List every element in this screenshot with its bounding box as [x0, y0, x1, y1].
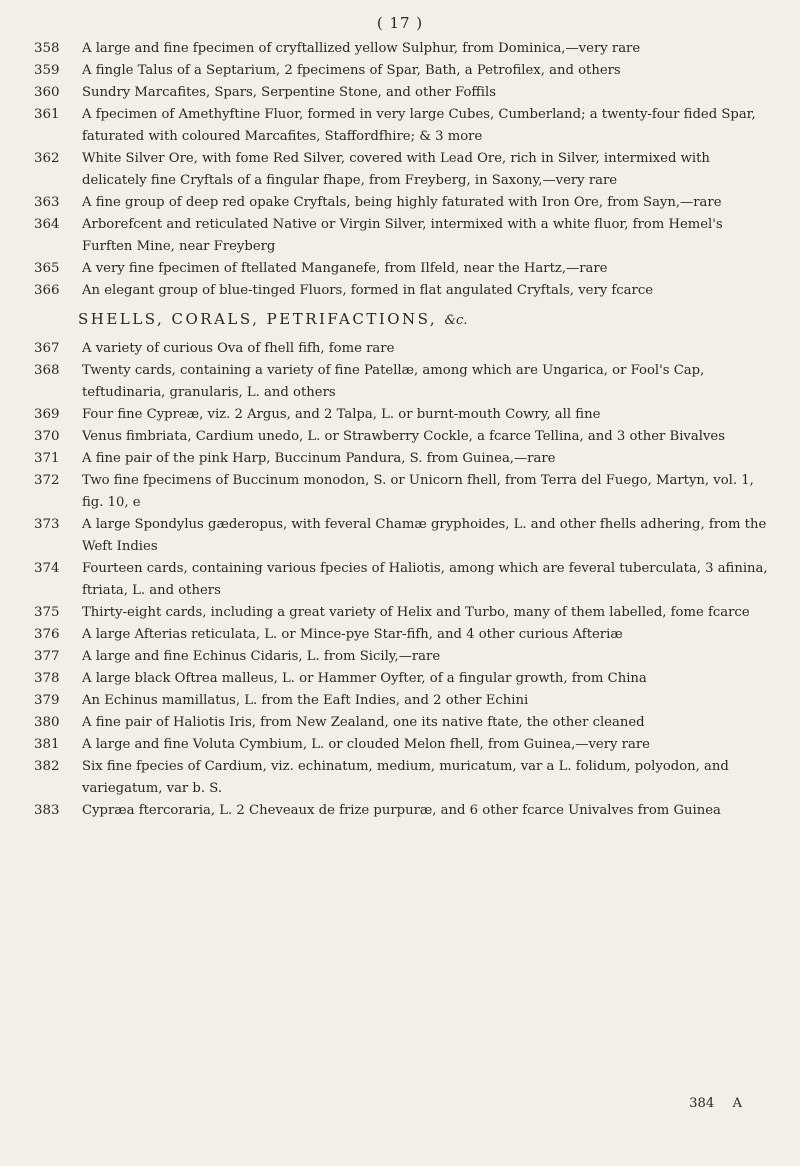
lot-entry	[30, 214, 770, 258]
shells-entries	[30, 338, 770, 822]
lot-number: 379	[34, 693, 60, 708]
catchword	[675, 1096, 742, 1111]
lot-description: A large and fine fpecimen of cryftallized yellow Sulphur, from Dominica,—very rare	[82, 41, 641, 56]
lot-entry	[30, 712, 770, 734]
lot-number: 382	[34, 759, 60, 774]
lot-entry	[30, 280, 770, 302]
lot-description: Four fine Cypreæ, viz. 2 Argus, and 2 Talpa, L. or burnt-mouth Cowry, all fine	[82, 407, 601, 422]
lot-entry	[30, 338, 770, 360]
lot-number: 372	[34, 473, 60, 488]
lot-description: White Silver Ore, with fome Red Silver, covered with Lead Ore, rich in Silver, intermixed with delicately fine Cryftals of a fingular fhape, from Freyberg, in Saxony,—very rare	[82, 151, 710, 188]
lot-number: 381	[34, 737, 60, 752]
lot-number: 378	[34, 671, 60, 686]
lot-entry	[30, 404, 770, 426]
lot-description: A large Spondylus gæderopus, with feveral Chamæ gryphoides, L. and other fhells adhering, from the Weft Indies	[82, 517, 767, 554]
lot-description: A variety of curious Ova of fhell fifh, fome rare	[82, 341, 395, 356]
lot-description: Thirty-eight cards, including a great variety of Helix and Turbo, many of them labelled, fome fcarce	[82, 605, 750, 620]
lot-number: 375	[34, 605, 60, 620]
lot-entry	[30, 360, 770, 404]
lot-description: A large black Oftrea malleus, L. or Hammer Oyfter, of a fingular growth, from China	[82, 671, 647, 686]
minerals-entries	[30, 38, 770, 302]
lot-number: 380	[34, 715, 60, 730]
lot-description: Fourteen cards, containing various fpecies of Haliotis, among which are feveral tuberculata, 3 afinina, ftriata, L. and others	[82, 561, 768, 598]
lot-description: Cypræa ftercoraria, L. 2 Cheveaux de frize purpuræ, and 6 other fcarce Univalves from Guinea	[82, 803, 721, 818]
entries-list	[30, 38, 770, 822]
catchword-number: 384	[689, 1096, 715, 1111]
lot-description: Two fine fpecimens of Buccinum monodon, S. or Unicorn fhell, from Terra del Fuego, Martyn, vol. 1, fig. 10, e	[82, 473, 754, 510]
lot-number: 358	[34, 41, 60, 56]
lot-description: Sundry Marcafites, Spars, Serpentine Stone, and other Foffils	[82, 85, 496, 100]
section-heading-main: SHELLS, CORALS, PETRIFACTIONS,	[78, 310, 438, 328]
lot-number: 376	[34, 627, 60, 642]
lot-description: Venus fimbriata, Cardium unedo, L. or Strawberry Cockle, a fcarce Tellina, and 3 other Bivalves	[82, 429, 725, 444]
lot-number: 362	[34, 151, 60, 166]
lot-number: 377	[34, 649, 60, 664]
lot-description: A fine pair of Haliotis Iris, from New Zealand, one its native ftate, the other cleaned	[82, 715, 645, 730]
lot-number: 370	[34, 429, 60, 444]
lot-description: A fine pair of the pink Harp, Buccinum Pandura, S. from Guinea,—rare	[82, 451, 556, 466]
lot-description: Twenty cards, containing a variety of fine Patellæ, among which are Ungarica, or Fool's Cap, teftudinaria, granularis, L. and others	[82, 363, 705, 400]
lot-number: 364	[34, 217, 60, 232]
lot-description: A fingle Talus of a Septarium, 2 fpecimens of Spar, Bath, a Petrofilex, and others	[82, 63, 621, 78]
section-heading	[78, 308, 770, 332]
section-heading-etc: &c.	[444, 313, 468, 328]
lot-entry	[30, 470, 770, 514]
lot-entry	[30, 192, 770, 214]
lot-description: Six fine fpecies of Cardium, viz. echinatum, medium, muricatum, var a L. folidum, polyodon, and variegatum, var b. S.	[82, 759, 729, 796]
lot-description: A large and fine Voluta Cymbium, L. or clouded Melon fhell, from Guinea,—very rare	[82, 737, 650, 752]
lot-entry	[30, 38, 770, 60]
lot-entry	[30, 104, 770, 148]
lot-entry	[30, 558, 770, 602]
lot-number: 367	[34, 341, 60, 356]
lot-entry	[30, 734, 770, 756]
catchword-word: A	[732, 1096, 742, 1111]
lot-entry	[30, 624, 770, 646]
lot-description: An elegant group of blue-tinged Fluors, formed in flat angulated Cryftals, very fcarce	[82, 283, 654, 298]
lot-number: 373	[34, 517, 60, 532]
page-number: ( 17 )	[376, 14, 424, 32]
lot-number: 360	[34, 85, 60, 100]
lot-number: 383	[34, 803, 60, 818]
lot-entry	[30, 82, 770, 104]
lot-description: A fpecimen of Amethyftine Fluor, formed in very large Cubes, Cumberland; a twenty-four fided Spar, faturated with coloured Marcafites, Staffordfhire; & 3 more	[82, 107, 756, 144]
lot-entry	[30, 668, 770, 690]
lot-entry	[30, 756, 770, 800]
lot-entry	[30, 60, 770, 82]
lot-entry	[30, 602, 770, 624]
lot-entry	[30, 800, 770, 822]
lot-number: 363	[34, 195, 60, 210]
lot-number: 368	[34, 363, 60, 378]
lot-description: A fine group of deep red opake Cryftals, being highly faturated with Iron Ore, from Sayn,—rare	[82, 195, 722, 210]
lot-description: A large and fine Echinus Cidaris, L. from Sicily,—rare	[82, 649, 441, 664]
lot-entry	[30, 514, 770, 558]
lot-description: Arborefcent and reticulated Native or Virgin Silver, intermixed with a white fluor, from Hemel's Furften Mine, near Freyberg	[82, 217, 723, 254]
lot-description: A large Afterias reticulata, L. or Mince-pye Star-fifh, and 4 other curious Afteriæ	[82, 627, 623, 642]
lot-number: 361	[34, 107, 60, 122]
lot-number: 365	[34, 261, 60, 276]
lot-description: An Echinus mamillatus, L. from the Eaft Indies, and 2 other Echini	[82, 693, 529, 708]
lot-number: 371	[34, 451, 60, 466]
lot-description: A very fine fpecimen of ftellated Manganefe, from Ilfeld, near the Hartz,—rare	[82, 261, 608, 276]
lot-entry	[30, 148, 770, 192]
lot-entry	[30, 646, 770, 668]
lot-number: 374	[34, 561, 60, 576]
lot-number: 366	[34, 283, 60, 298]
lot-entry	[30, 258, 770, 280]
lot-entry	[30, 690, 770, 712]
lot-number: 359	[34, 63, 60, 78]
lot-entry	[30, 448, 770, 470]
lot-entry	[30, 426, 770, 448]
lot-number: 369	[34, 407, 60, 422]
